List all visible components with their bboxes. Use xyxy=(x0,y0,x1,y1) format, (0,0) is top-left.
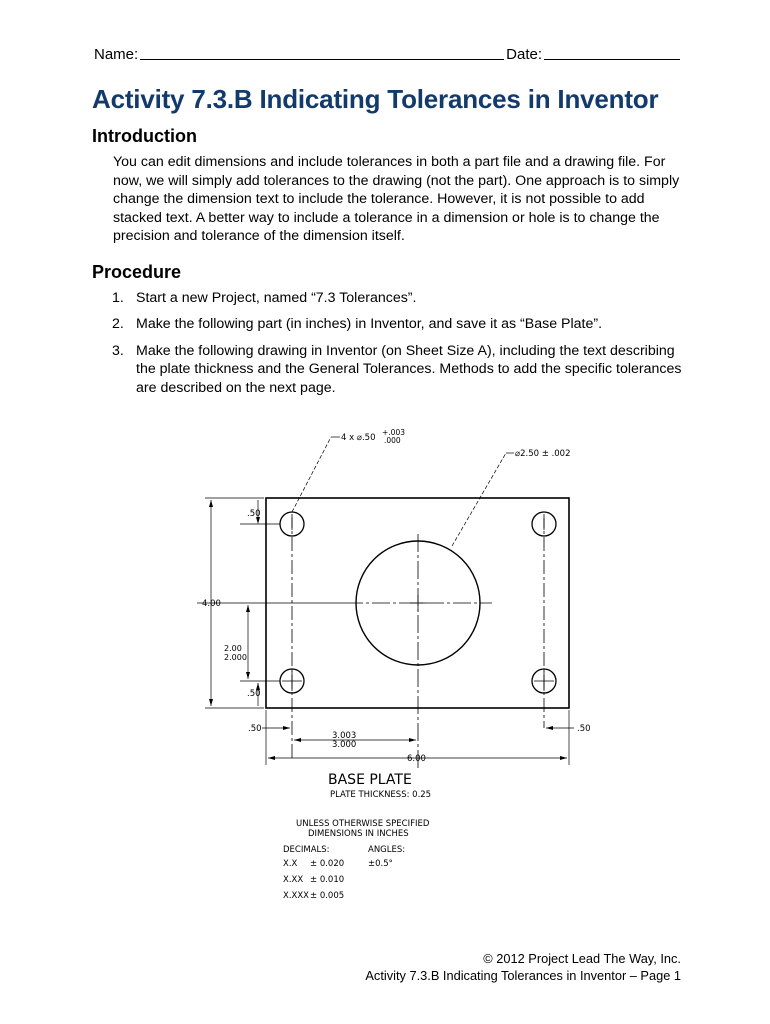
name-blank[interactable] xyxy=(140,46,504,60)
dim-width: 6.00 xyxy=(407,754,426,764)
step-number: 2. xyxy=(112,316,124,333)
name-date-line xyxy=(94,46,680,63)
date-blank[interactable] xyxy=(544,46,680,60)
page-footer xyxy=(365,950,681,984)
step-number: 1. xyxy=(112,290,124,306)
page-number: Activity 7.3.B Indicating Tolerances in Inventor – Page 1 xyxy=(365,968,681,983)
base-plate-drawing xyxy=(0,415,770,915)
tolerance-value: ± 0.005 xyxy=(310,891,345,901)
procedure-heading: Procedure xyxy=(92,262,182,282)
introduction-text: You can edit dimensions and include tolerances in both a part file and a drawing file. For now, we will simply add tolerances to the drawing (not the part). One approach is to simply change the dimension text to include the tolerance. However, it is not possible to add stacked text. A better way to include a tolerance in a dimension or hole is to change the precision and tolerance of the dimension itself. xyxy=(113,154,680,245)
dim-center-horizontal-lower: 3.000 xyxy=(332,740,357,750)
centerlines xyxy=(282,514,554,770)
procedure-step xyxy=(112,289,687,307)
angles-label: ANGLES: xyxy=(368,845,406,855)
name-label: Name: xyxy=(94,46,139,63)
plate-thickness: PLATE THICKNESS: 0.25 xyxy=(330,790,432,800)
step-text: Make the following part (in inches) in Inventor, and save it as “Base Plate”. xyxy=(136,316,603,333)
hole-tolerance-upper: +.003 xyxy=(382,428,405,437)
procedure-step xyxy=(112,315,687,333)
general-notes-line1: UNLESS OTHERWISE SPECIFIED xyxy=(296,819,430,829)
dim-bottom-edge: .50 xyxy=(247,689,261,699)
tolerance-value: ± 0.010 xyxy=(310,875,345,885)
procedure-steps xyxy=(112,289,687,405)
dim-height: 4.00 xyxy=(202,599,221,609)
page-title: Activity 7.3.B Indicating Tolerances in Inventor xyxy=(92,84,659,114)
step-text: Start a new Project, named “7.3 Tolerances”. xyxy=(136,290,417,306)
procedure-step xyxy=(112,342,687,397)
dim-left-edge: .50 xyxy=(248,724,262,734)
drawing-title: BASE PLATE xyxy=(328,772,412,788)
tolerance-format: X.XX xyxy=(283,875,304,885)
dim-center-vertical-lower: 2.000 xyxy=(224,653,247,662)
dim-top-edge: .50 xyxy=(247,509,261,519)
tolerance-angle: ±0.5° xyxy=(368,859,393,869)
dim-center-vertical-upper: 2.00 xyxy=(224,644,242,653)
arrowheads xyxy=(209,500,567,760)
general-notes-line2: DIMENSIONS IN INCHES xyxy=(308,829,409,839)
step-text: Make the following drawing in Inventor (on Sheet Size A), including the text describing the plate thickness and the General Tolerances. Methods to add the specific tolerances are described on the next page. xyxy=(136,342,682,396)
hole-callout: 4 x ⌀.50 xyxy=(341,433,376,443)
introduction-heading: Introduction xyxy=(92,126,197,146)
copyright: © 2012 Project Lead The Way, Inc. xyxy=(483,951,681,966)
dim-center-horizontal-upper: 3.003 xyxy=(332,731,357,741)
dimension-lines xyxy=(197,437,574,765)
decimals-label: DECIMALS: xyxy=(283,845,330,855)
step-number: 3. xyxy=(112,342,124,359)
date-label: Date: xyxy=(506,46,542,63)
center-hole-callout: ⌀2.50 ± .002 xyxy=(515,449,571,459)
dim-right-edge: .50 xyxy=(577,724,591,734)
hole-tolerance-lower: .000 xyxy=(384,436,401,445)
tolerance-value: ± 0.020 xyxy=(310,859,345,869)
tolerance-format: X.X xyxy=(283,859,298,869)
tolerance-format: X.XXX xyxy=(283,891,309,901)
